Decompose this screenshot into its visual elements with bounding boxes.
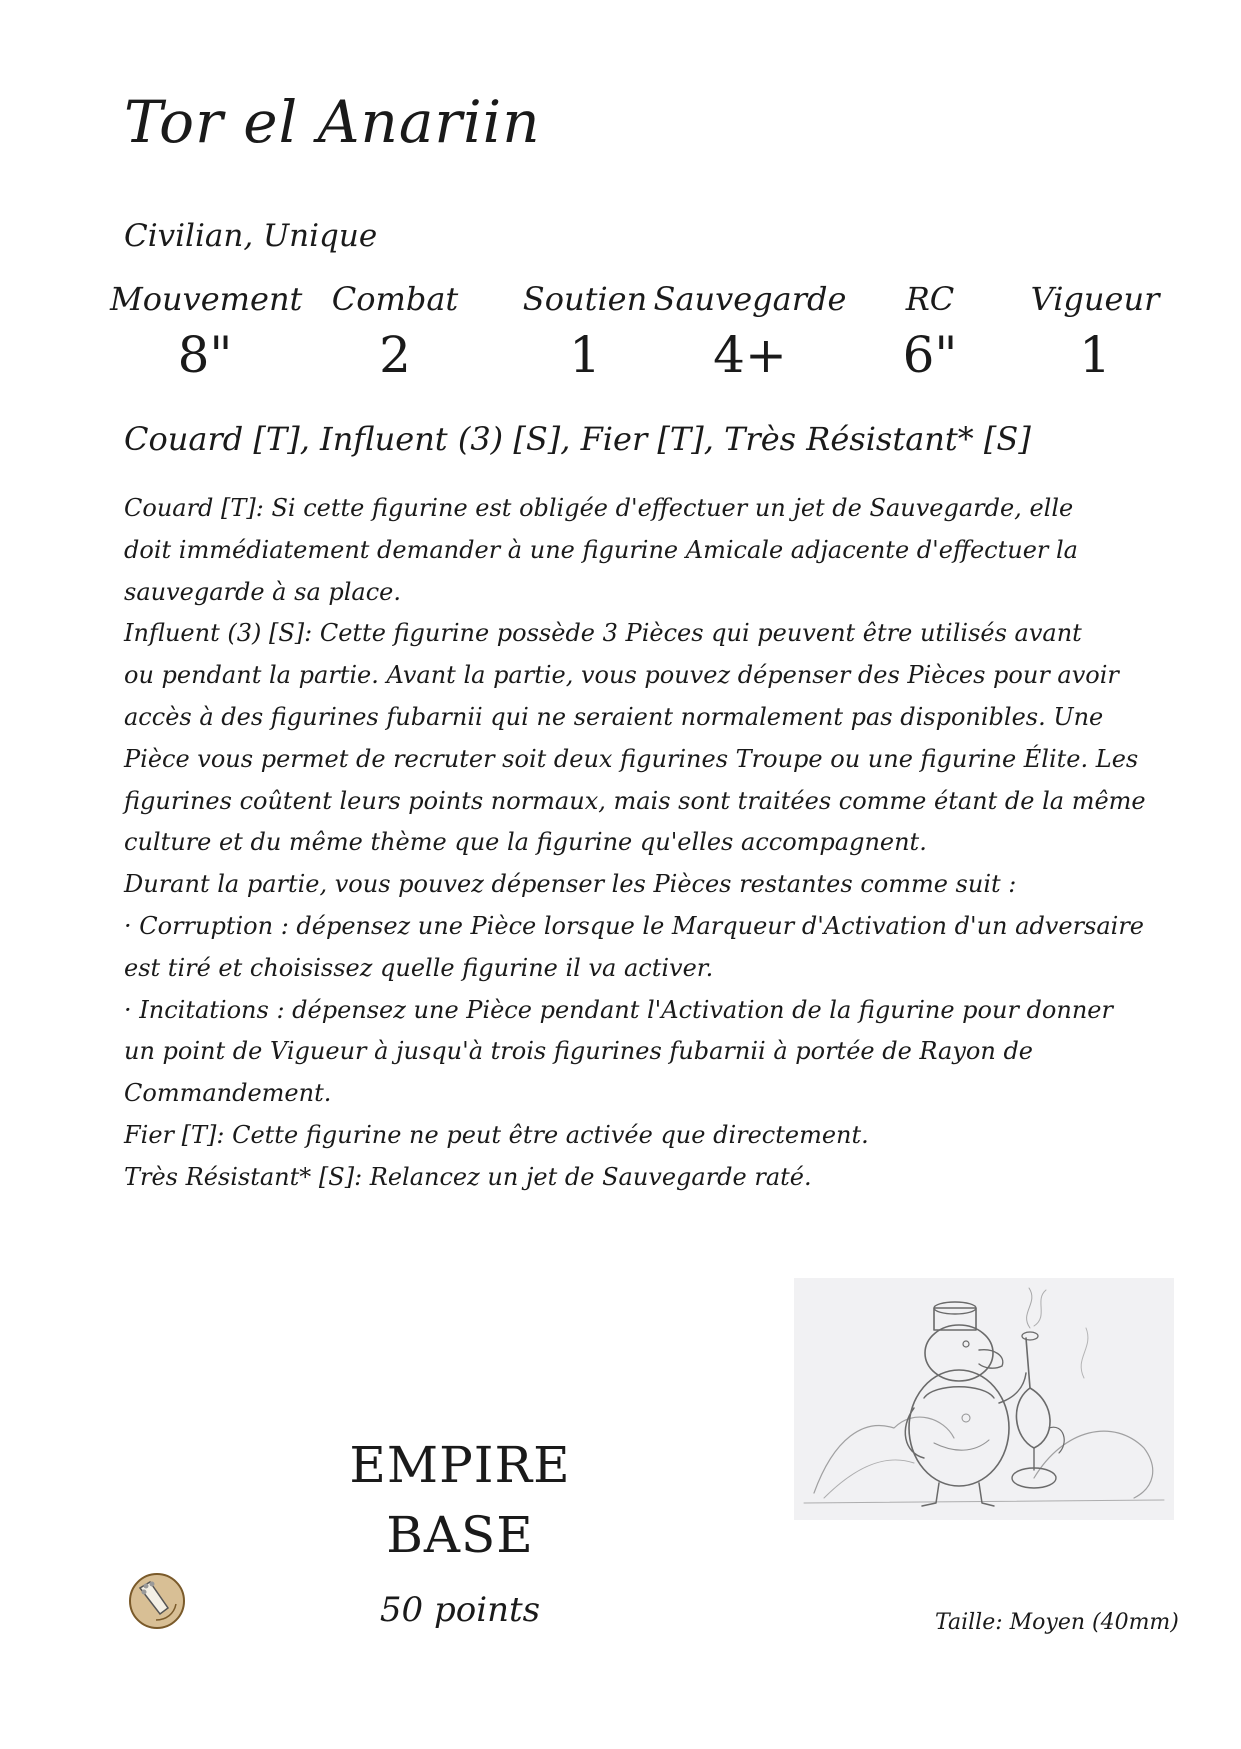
faction-subname: BASE bbox=[386, 1506, 534, 1564]
rules-text bbox=[124, 488, 1146, 1199]
rules-line: Durant la partie, vous pouvez dépenser les Pièces restantes comme suit : bbox=[124, 870, 1017, 899]
stat-value: 1 bbox=[569, 326, 601, 384]
stat-value: 4+ bbox=[713, 326, 787, 384]
rules-line: un point de Vigueur à jusqu'à trois figurines fubarnii à portée de Rayon de bbox=[124, 1037, 1034, 1066]
stat-value: 1 bbox=[1079, 326, 1111, 384]
rules-line: accès à des figurines fubarnii qui ne seraient normalement pas disponibles. Une bbox=[124, 702, 1104, 731]
rules-line: doit immédiatement demander à une figurine Amicale adjacente d'effectuer la bbox=[124, 535, 1078, 564]
rules-line: Couard [T]: Si cette figurine est obligée d'effectuer un jet de Sauvegarde, elle bbox=[124, 494, 1074, 522]
rules-line: Très Résistant* [S]: Relancez un jet de Sauvegarde raté. bbox=[124, 1162, 812, 1191]
stat-label: Combat bbox=[331, 280, 459, 318]
character-sketch-illustration bbox=[794, 1278, 1174, 1520]
rules-line: Commandement. bbox=[124, 1079, 332, 1108]
unit-keywords: Civilian, Unique bbox=[124, 218, 378, 254]
rules-line: · Incitations : dépensez une Pièce pendant l'Activation de la figurine pour donner bbox=[124, 995, 1113, 1024]
rules-line: Influent (3) [S]: Cette figurine possède 3 Pièces qui peuvent être utilisés avant bbox=[124, 619, 1082, 648]
points-cost: 50 points bbox=[379, 1590, 541, 1630]
stat-label: Soutien bbox=[522, 280, 648, 318]
rules-line: sauvegarde à sa place. bbox=[124, 577, 401, 606]
faction-block bbox=[300, 1436, 620, 1630]
rules-line: culture et du même thème que la figurine qu'elles accompagnent. bbox=[124, 828, 927, 857]
rules-line: Pièce vous permet de recruter soit deux figurines Troupe ou une figurine Élite. Les bbox=[124, 744, 1139, 773]
stat-block bbox=[110, 280, 1170, 390]
stat-value: 2 bbox=[379, 326, 411, 384]
rules-line: est tiré et choisissez quelle figurine il va activer. bbox=[124, 953, 714, 982]
abilities-summary: Couard [T], Influent (3) [S], Fier [T], Très Résistant* [S] bbox=[124, 420, 1031, 458]
size-label: Taille: Moyen (40mm) bbox=[935, 1610, 1179, 1635]
stat-value: 6" bbox=[902, 326, 958, 384]
stat-vigueur bbox=[1020, 280, 1170, 384]
stat-label: RC bbox=[905, 280, 955, 318]
stat-label: Mouvement bbox=[110, 280, 303, 318]
stat-value: 8" bbox=[177, 326, 233, 384]
coin-hand-icon bbox=[126, 1570, 188, 1632]
rules-line: figurines coûtent leurs points normaux, mais sont traitées comme étant de la même bbox=[124, 786, 1146, 815]
faction-name: EMPIRE bbox=[349, 1436, 571, 1494]
rules-line: ou pendant la partie. Avant la partie, vous pouvez dépenser des Pièces pour avoir bbox=[124, 661, 1119, 690]
stat-soutien bbox=[500, 280, 670, 384]
stat-mouvement bbox=[110, 280, 303, 384]
rules-line: · Corruption : dépensez une Pièce lorsque le Marqueur d'Activation d'un adversaire bbox=[124, 911, 1145, 940]
stat-sauvegarde bbox=[650, 280, 850, 384]
stat-rc bbox=[870, 280, 990, 384]
stat-label: Sauvegarde bbox=[653, 280, 847, 318]
stat-combat bbox=[310, 280, 480, 384]
stat-label: Vigueur bbox=[1030, 280, 1160, 318]
page-title: Tor el Anariin bbox=[124, 88, 541, 156]
rules-line: Fier [T]: Cette figurine ne peut être activée que directement. bbox=[124, 1120, 869, 1149]
